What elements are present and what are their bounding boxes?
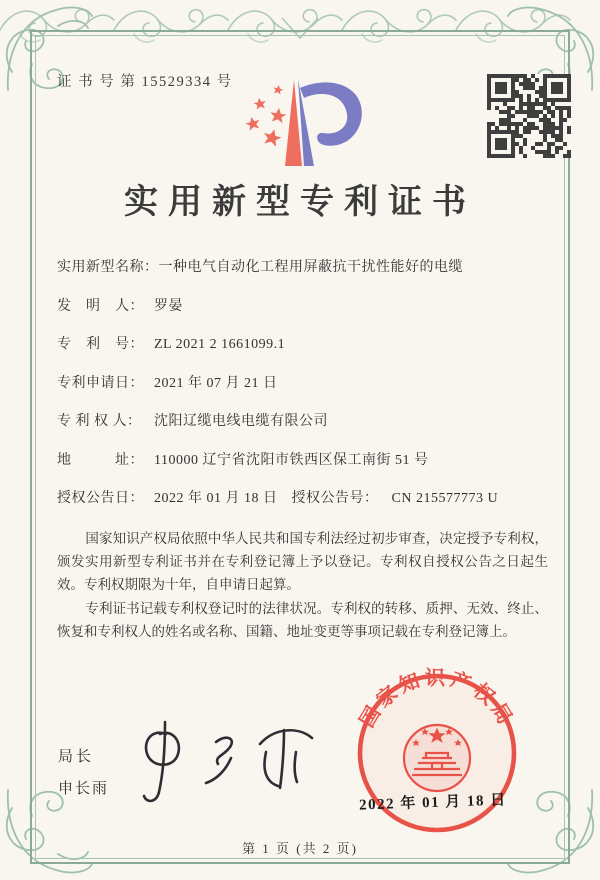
certificate-title: 实用新型专利证书: [124, 184, 476, 221]
field-value: 110000 辽宁省沈阳市铁西区保工南街 51 号: [154, 452, 429, 468]
field-grant-announcement: [57, 487, 552, 510]
field-value: 2022 年 01 月 18 日: [154, 491, 278, 506]
legal-text: [57, 527, 548, 643]
national-emblem: [404, 725, 470, 791]
signer-title: 局长: [58, 749, 95, 765]
qr-code: [487, 74, 571, 158]
field-list: [57, 256, 552, 526]
logo-stars: [244, 84, 287, 147]
seal-date: 2022 年 01 月 18 日: [358, 792, 508, 814]
body-paragraph-1: 国家知识产权局依照中华人民共和国专利法经过初步审查，决定授予专利权，颁发实用新型专利证书并在专利登记簿上予以登记。专利权自授权公告之日起生效。专利权期限为十年，自申请日起算。: [57, 531, 548, 593]
field-label: 专 利 权 人：: [57, 414, 142, 429]
field-filing-date: [57, 372, 552, 395]
signer-name: 申长雨: [58, 781, 110, 797]
field-value: 沈阳辽缆电线电缆有限公司: [154, 414, 328, 429]
field-label-grant-number: 授权公告号：: [291, 491, 379, 506]
field-value: 罗晏: [154, 298, 183, 314]
field-label: 发 明 人：: [57, 298, 144, 314]
field-label: 专利申请日：: [57, 375, 144, 391]
cnipa-logo: [228, 74, 386, 174]
field-value-grant-number: CN 215577773 U: [391, 491, 499, 506]
field-value: 2021 年 07 月 21 日: [154, 375, 278, 391]
page-number: 第 1 页 (共 2 页): [242, 841, 358, 856]
signature-handwriting: [132, 716, 332, 814]
field-value: 一种电气自动化工程用屏蔽抗干扰性能好的电缆: [158, 260, 463, 275]
seal-arc-text: 国家知识产权局: [356, 667, 518, 732]
field-inventor: [57, 295, 552, 318]
body-paragraph-2: 专利证书记载专利权登记时的法律状况。专利权的转移、质押、无效、终止、恢复和专利权人的姓名或名称、国籍、地址变更等事项记载在专利登记簿上。: [57, 600, 548, 639]
field-label: 授权公告日：: [57, 491, 144, 506]
field-label: 实用新型名称：: [57, 260, 159, 275]
field-address: [57, 449, 552, 472]
field-patent-number: [57, 333, 552, 356]
field-patentee: [57, 410, 552, 433]
logo-blue-bowl: [300, 82, 362, 145]
field-label: 地 址：: [57, 452, 144, 468]
field-value: ZL 2021 2 1661099.1: [154, 337, 286, 352]
certificate-number: 证 书 号 第 15529334 号: [57, 74, 233, 90]
field-utility-model-name: [57, 256, 552, 279]
field-label: 专 利 号：: [57, 337, 144, 352]
